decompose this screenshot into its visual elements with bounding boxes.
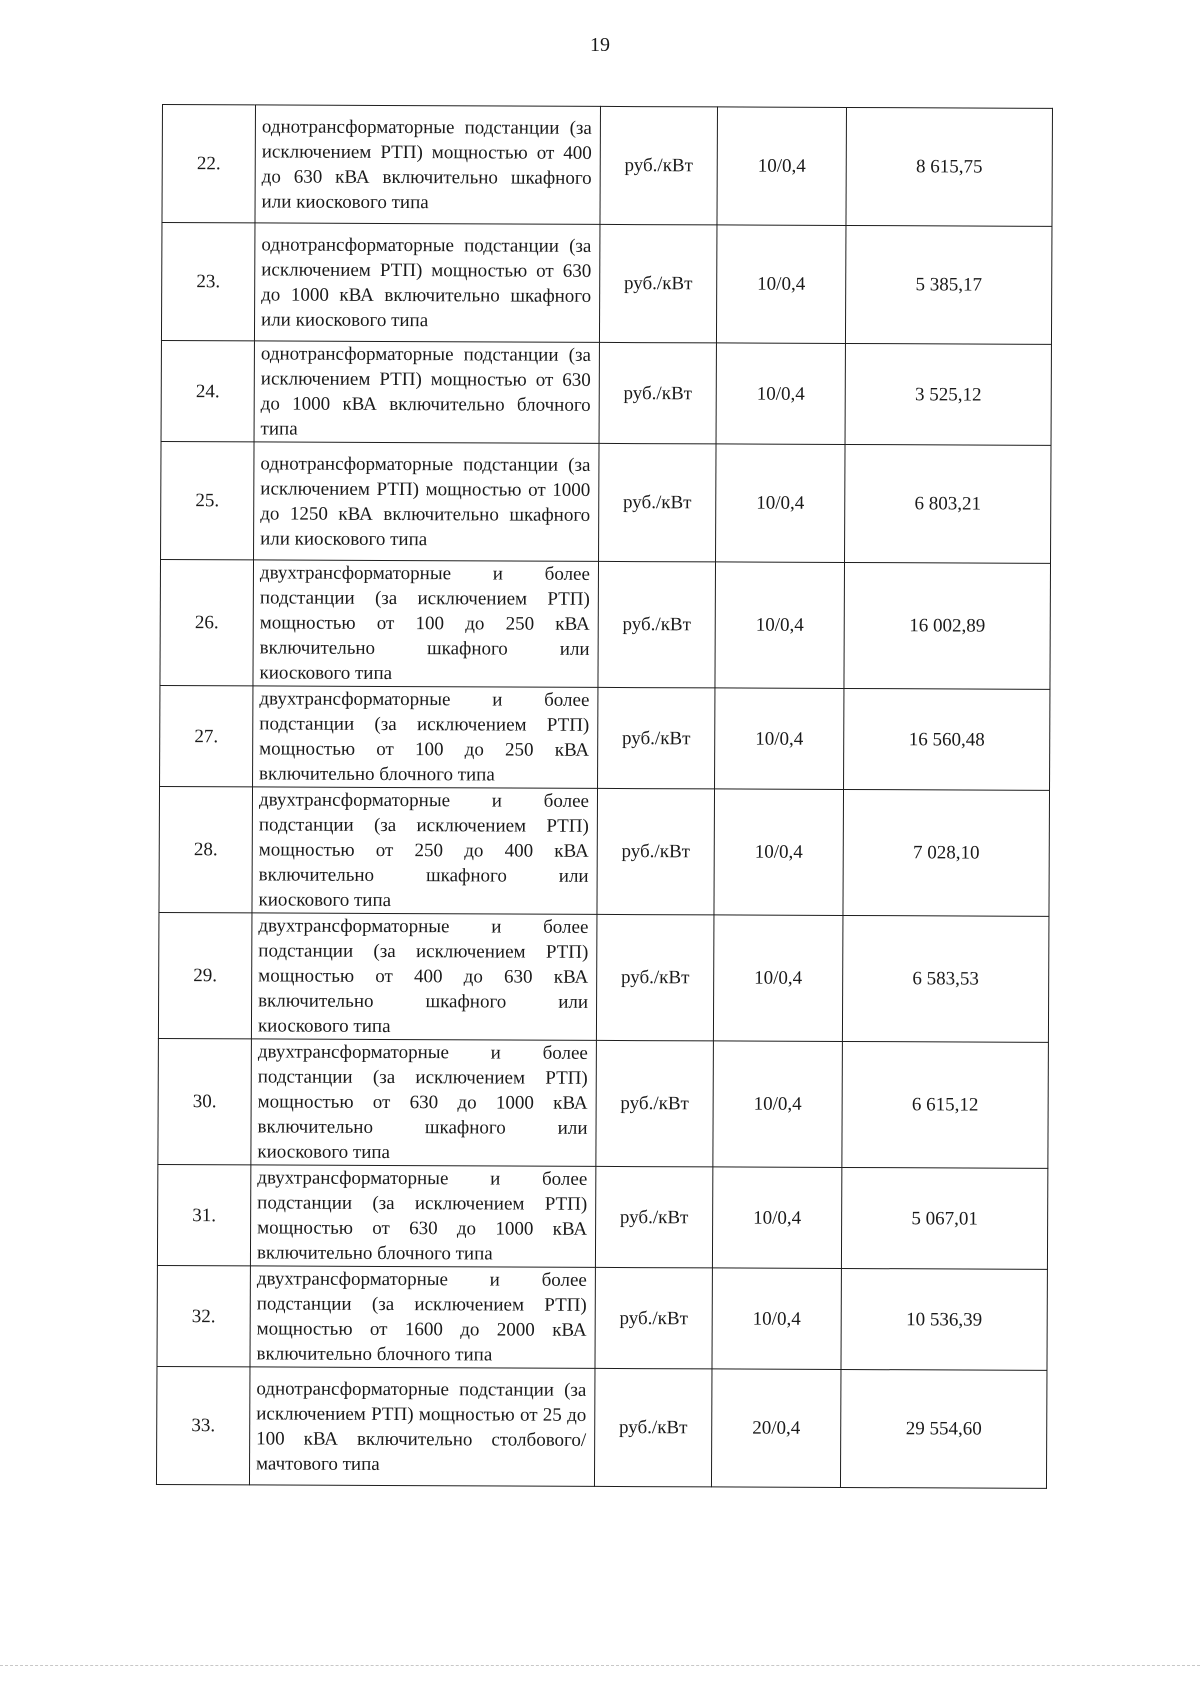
row-voltage: 10/0,4 xyxy=(755,728,804,750)
row-voltage-cell xyxy=(716,444,846,563)
row-price: 6 803,21 xyxy=(914,493,982,515)
row-description-cell xyxy=(254,223,600,343)
row-voltage-cell xyxy=(717,107,847,226)
row-number: 25. xyxy=(195,490,220,512)
row-description-cell xyxy=(254,442,600,562)
row-price-cell xyxy=(841,1268,1047,1370)
row-number-cell xyxy=(162,105,256,223)
row-voltage-cell xyxy=(711,1369,841,1488)
row-voltage: 10/0,4 xyxy=(754,967,803,989)
row-number: 26. xyxy=(194,612,219,634)
row-description: двухтрансформаторные и более подстанции (за исключением РТП) мощностью от 100 до 250 кВА включительно шкафного или киоскового типа xyxy=(259,562,590,685)
row-description-cell xyxy=(251,913,597,1041)
row-number-cell xyxy=(160,685,253,786)
row-description-cell xyxy=(252,787,598,915)
row-number-cell xyxy=(161,223,255,341)
table-row xyxy=(156,1366,1047,1488)
row-number-cell xyxy=(158,912,252,1038)
table-row xyxy=(160,559,1051,689)
row-voltage: 20/0,4 xyxy=(752,1417,801,1439)
row-number-cell xyxy=(161,340,254,441)
row-voltage-cell xyxy=(716,343,845,445)
row-description: однотрансформаторные подстанции (за исключением РТП) мощностью от 1000 до 1250 кВА включительно шкафного или киоскового типа xyxy=(260,452,591,550)
row-price-cell xyxy=(842,1041,1049,1168)
row-unit-cell xyxy=(599,224,717,343)
row-voltage: 10/0,4 xyxy=(753,1207,802,1229)
row-price-cell xyxy=(845,343,1051,445)
row-price: 6 615,12 xyxy=(911,1094,979,1116)
row-number: 22. xyxy=(196,153,221,175)
row-number-cell xyxy=(157,1164,250,1265)
row-price: 16 002,89 xyxy=(909,615,986,637)
tariff-table xyxy=(156,104,1053,1489)
row-number: 32. xyxy=(191,1305,216,1327)
row-number-cell xyxy=(160,559,254,685)
row-unit: руб./кВт xyxy=(618,1417,688,1439)
row-voltage: 10/0,4 xyxy=(756,492,805,514)
row-price-cell xyxy=(841,1167,1047,1269)
row-description-cell xyxy=(255,105,601,225)
row-description-cell xyxy=(250,1165,595,1268)
table-row xyxy=(157,1265,1047,1370)
row-number-cell xyxy=(158,1038,252,1164)
scan-edge-divider xyxy=(0,1665,1200,1666)
row-number: 24. xyxy=(195,380,220,402)
row-price-cell xyxy=(843,789,1050,916)
row-price-cell xyxy=(845,225,1052,344)
row-unit: руб./кВт xyxy=(623,273,693,295)
row-voltage: 10/0,4 xyxy=(757,273,806,295)
row-voltage-cell xyxy=(715,562,845,689)
table-row xyxy=(161,441,1052,563)
row-unit-cell xyxy=(598,687,715,789)
row-voltage-cell xyxy=(712,1268,841,1370)
row-number-cell xyxy=(156,1366,250,1484)
table-row xyxy=(157,1164,1047,1269)
row-price: 29 554,60 xyxy=(905,1418,982,1440)
row-price: 5 067,01 xyxy=(911,1207,978,1230)
row-description: двухтрансформаторные и более подстанции (за исключением РТП) мощностью от 100 до 250 кВА включительно блочного типа xyxy=(259,688,590,786)
row-number-cell xyxy=(159,786,253,912)
row-unit-cell xyxy=(594,1368,712,1487)
row-description: двухтрансформаторные и более подстанции (за исключением РТП) мощностью от 400 до 630 кВА включительно шкафного или киоскового типа xyxy=(257,915,589,1038)
row-unit: руб./кВт xyxy=(623,382,692,404)
row-unit: руб./кВт xyxy=(619,1307,688,1329)
row-voltage-cell xyxy=(715,688,844,790)
table-row xyxy=(158,912,1049,1042)
row-price: 5 385,17 xyxy=(915,274,983,296)
row-number: 27. xyxy=(194,725,219,747)
row-description: двухтрансформаторные и более подстанции (за исключением РТП) мощностью от 630 до 1000 кВА включительно блочного типа xyxy=(256,1167,588,1265)
row-number: 33. xyxy=(191,1415,216,1437)
row-voltage-cell xyxy=(716,225,846,344)
table-row xyxy=(158,1038,1049,1168)
row-price-cell xyxy=(840,1369,1047,1488)
row-price: 10 536,39 xyxy=(906,1308,983,1331)
row-unit-cell xyxy=(599,342,716,444)
row-description-cell xyxy=(249,1367,595,1487)
table-body xyxy=(156,105,1052,1489)
row-description: однотрансформаторные подстанции (за исключением РТП) мощностью от 400 до 630 кВА включительно шкафного или киоскового типа xyxy=(261,115,592,213)
row-description-cell xyxy=(250,1266,595,1369)
row-unit-cell xyxy=(598,561,716,688)
row-description-cell xyxy=(253,686,598,789)
row-voltage: 10/0,4 xyxy=(757,155,806,177)
row-voltage-cell xyxy=(713,1041,843,1168)
row-unit-cell xyxy=(596,914,714,1041)
row-unit: руб./кВт xyxy=(621,841,690,863)
row-description: двухтрансформаторные и более подстанции (за исключением РТП) мощностью от 250 до 400 кВА включительно шкафного или киоскового типа xyxy=(258,789,590,912)
row-unit: руб./кВт xyxy=(622,614,691,636)
row-price: 8 615,75 xyxy=(915,156,983,178)
row-unit: руб./кВт xyxy=(621,727,691,749)
row-number-cell xyxy=(157,1265,250,1366)
row-description: двухтрансформаторные и более подстанции (за исключением РТП) мощностью от 630 до 1000 кВА включительно шкафного или киоскового типа xyxy=(257,1041,588,1164)
row-voltage: 10/0,4 xyxy=(752,1308,801,1330)
row-number: 31. xyxy=(192,1204,217,1226)
row-unit-cell xyxy=(600,106,718,225)
row-unit-cell xyxy=(596,1040,714,1167)
row-unit-cell xyxy=(597,788,715,915)
row-number: 30. xyxy=(192,1091,217,1113)
row-unit-cell xyxy=(595,1166,712,1268)
row-voltage: 10/0,4 xyxy=(756,383,805,405)
table-row xyxy=(159,786,1050,916)
table-row xyxy=(162,105,1053,227)
row-unit: руб./кВт xyxy=(619,1206,689,1228)
row-unit: руб./кВт xyxy=(620,967,690,989)
row-description-cell xyxy=(253,560,599,688)
row-unit: руб./кВт xyxy=(624,155,693,177)
row-description-cell xyxy=(251,1039,597,1167)
row-voltage-cell xyxy=(713,915,843,1042)
row-unit: руб./кВт xyxy=(623,492,692,514)
row-voltage: 10/0,4 xyxy=(755,614,804,636)
row-price: 3 525,12 xyxy=(914,383,982,406)
row-description: однотрансформаторные подстанции (за исключением РТП) мощностью от 25 до 100 кВА включительно столбового/мачтового типа xyxy=(256,1377,587,1475)
row-price-cell xyxy=(844,562,1051,689)
table-row xyxy=(161,223,1052,345)
row-price-cell xyxy=(844,688,1050,790)
row-voltage-cell xyxy=(714,789,844,916)
row-price: 7 028,10 xyxy=(912,842,980,864)
table-row xyxy=(160,685,1050,790)
row-price: 16 560,48 xyxy=(908,728,985,751)
row-number: 23. xyxy=(196,271,221,293)
row-description: однотрансформаторные подстанции (за исключением РТП) мощностью от 630 до 1000 кВА включительно блочного типа xyxy=(260,343,591,440)
row-description: двухтрансформаторные и более подстанции (за исключением РТП) мощностью от 1600 до 2000 кВА включительно блочного типа xyxy=(256,1268,587,1366)
row-price-cell xyxy=(846,107,1053,226)
row-price-cell xyxy=(845,444,1052,563)
row-voltage: 10/0,4 xyxy=(753,1093,802,1115)
row-number: 29. xyxy=(193,965,218,987)
row-unit-cell xyxy=(595,1267,712,1369)
row-number-cell xyxy=(161,441,255,559)
row-unit-cell xyxy=(599,443,717,562)
row-price-cell xyxy=(842,915,1049,1042)
page-number: 19 xyxy=(590,34,610,56)
row-description-cell xyxy=(254,341,599,444)
row-unit: руб./кВт xyxy=(620,1093,689,1115)
row-description: однотрансформаторные подстанции (за исключением РТП) мощностью от 630 до 1000 кВА включительно шкафного или киоскового типа xyxy=(261,233,592,331)
row-voltage: 10/0,4 xyxy=(754,841,803,863)
row-number: 28. xyxy=(193,839,218,861)
table-row xyxy=(161,340,1051,445)
row-voltage-cell xyxy=(712,1167,841,1269)
row-price: 6 583,53 xyxy=(912,968,979,990)
